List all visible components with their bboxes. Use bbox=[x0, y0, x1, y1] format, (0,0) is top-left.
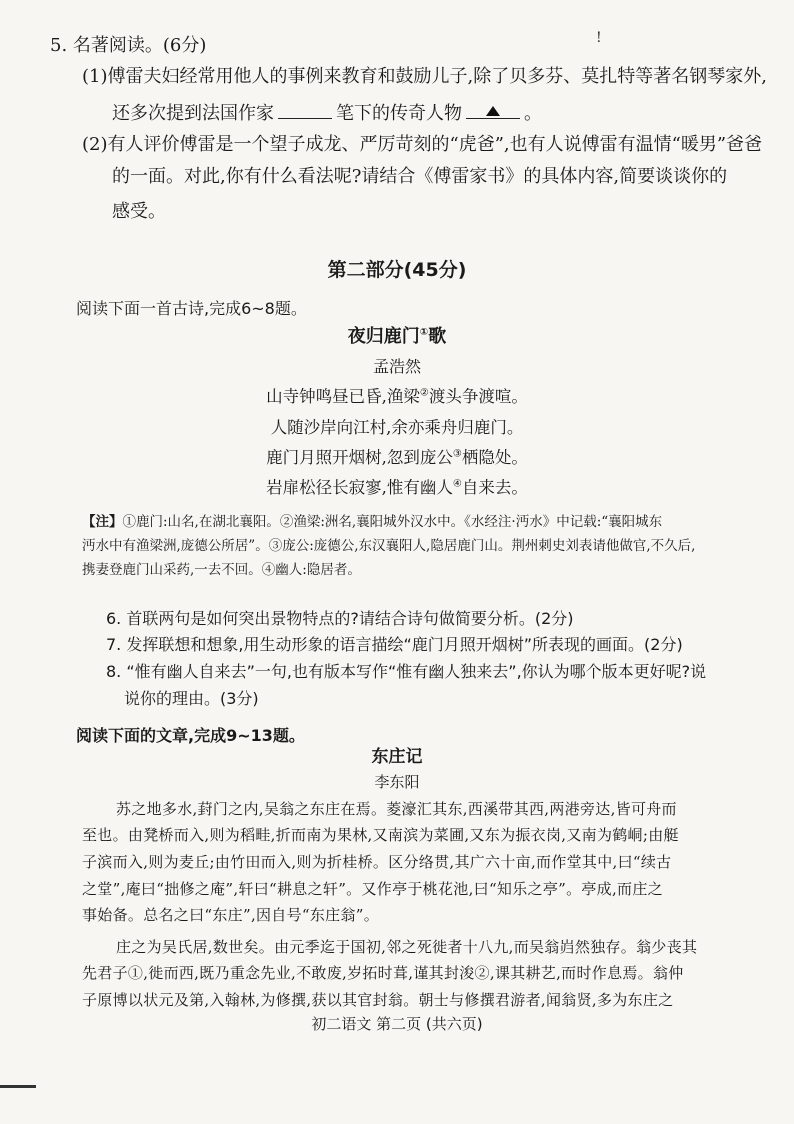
scan-edge-mark bbox=[0, 1085, 36, 1088]
poem-line-4-b: 自来去。 bbox=[461, 478, 528, 497]
article-p1-line4: 之堂”,庵曰“拙修之庵”,轩曰“耕息之轩”。又作亭于桃花池,曰“知乐之亭”。亭成,而庄之 bbox=[82, 880, 663, 898]
poem-intro: 阅读下面一首古诗,完成6~8题。 bbox=[76, 299, 307, 318]
poem-title-b: 歌 bbox=[428, 326, 447, 347]
note-line-1 bbox=[82, 510, 662, 534]
poem-author: 孟浩然 bbox=[372, 357, 421, 376]
character-answer-blank[interactable] bbox=[466, 100, 520, 119]
poem-line-3-b: 栖隐处。 bbox=[461, 448, 528, 467]
article-p1-line3: 子滨而入,则为麦丘;由竹田而入,则为折桂桥。区分络贯,其广六十亩,而作堂其中,曰“续古 bbox=[82, 853, 672, 871]
poem-title bbox=[0, 325, 794, 349]
poem-line-1-note: ② bbox=[419, 387, 429, 399]
article-author: 李东阳 bbox=[374, 773, 420, 791]
poem-title-a: 夜归鹿门 bbox=[347, 326, 420, 347]
poem-line-1 bbox=[0, 385, 794, 409]
scan-mark: ! bbox=[596, 30, 602, 46]
poem-line-3-note: ③ bbox=[452, 448, 462, 460]
author-answer-blank[interactable] bbox=[278, 100, 332, 119]
article-p2-line1: 庄之为吴氏居,数世矣。由元季迄于国初,邻之死徙者十八九,而吴翁岿然独存。翁少丧其 bbox=[116, 938, 698, 956]
article-p1-line1: 苏之地多水,葑门之内,吴翁之东庄在焉。菱濠汇其东,西溪带其西,两港旁达,皆可舟而 bbox=[116, 800, 677, 818]
question-7: 7. 发挥联想和想象,用生动形象的语言描绘“鹿门月照开烟树”所表现的画面。(2分) bbox=[106, 635, 683, 654]
poem-line-1-b: 渡头争渡喧。 bbox=[428, 387, 528, 406]
q5-sub2-line2: 的一面。对此,你有什么看法呢?请结合《傅雷家书》的具体内容,简要谈谈你的 bbox=[112, 166, 728, 187]
article-p2-line2: 先君子①,徙而西,既乃重念先业,不敢废,岁拓时葺,谨其封浚②,课其耕艺,而时作息焉。翁仲 bbox=[82, 964, 684, 982]
q5-sub2-line1: (2)有人评价傅雷是一个望子成龙、严厉苛刻的“虎爸”,也有人说傅雷有温情“暖男”爸爸 bbox=[82, 134, 763, 155]
note-text-1: ①鹿门:山名,在湖北襄阳。②渔梁:洲名,襄阳城外汉水中。《水经注·沔水》中记载:“襄阳城东 bbox=[122, 514, 663, 530]
q5-sub1-line1: (1)傅雷夫妇经常用他人的事例来教育和鼓励儿子,除了贝多芬、莫扎特等著名钢琴家外, bbox=[82, 66, 767, 87]
poem-line-4 bbox=[0, 476, 794, 500]
poem-line-4-note: ④ bbox=[452, 478, 462, 490]
q5-sub1-line2 bbox=[112, 100, 542, 126]
article-title: 东庄记 bbox=[371, 747, 423, 767]
note-tag: 【注】 bbox=[82, 514, 123, 530]
poem-line-3-a: 鹿门月照开烟树,忽到庞公 bbox=[266, 448, 453, 467]
part2-heading: 第二部分(45分) bbox=[327, 259, 467, 281]
note-line-2: 沔水中有渔梁洲,庞德公所居”。③庞公:庞德公,东汉襄阳人,隐居鹿门山。荆州刺史刘表请他做官,不久后, bbox=[82, 538, 696, 554]
poem-line-1-a: 山寺钟鸣昼已昏,渔梁 bbox=[266, 387, 420, 406]
poem-line-3 bbox=[0, 446, 794, 470]
note-line-3: 携妻登鹿门山采药,一去不回。④幽人:隐居者。 bbox=[82, 562, 361, 578]
q5-sub1-end: 。 bbox=[524, 103, 542, 124]
article-intro: 阅读下面的文章,完成9~13题。 bbox=[76, 726, 305, 745]
q5-heading: 5. 名著阅读。(6分) bbox=[50, 35, 207, 56]
q5-sub2-line3: 感受。 bbox=[112, 201, 166, 222]
article-p1-line5: 事始备。总名之曰“东庄”,因自号“东庄翁”。 bbox=[82, 906, 380, 924]
article-p2-line3: 子原博以状元及第,入翰林,为修撰,获以其官封翁。朝士与修撰君游者,闻翁贤,多为东庄之 bbox=[82, 991, 674, 1009]
question-8-cont: 说你的理由。(3分) bbox=[124, 689, 259, 708]
q5-sub1-text-b: 笔下的传奇人物 bbox=[336, 103, 462, 124]
triangle-mark-icon bbox=[486, 106, 500, 116]
poem-line-2: 人随沙岸向江村,余亦乘舟归鹿门。 bbox=[270, 418, 524, 437]
page-footer: 初二语文 第二页 (共六页) bbox=[311, 1015, 483, 1033]
article-p1-line2: 至也。由凳桥而入,则为稻畦,折而南为果林,又南滨为菜圃,又东为振衣岗,又南为鹤峒;由艇 bbox=[82, 826, 679, 844]
poem-line-4-a: 岩扉松径长寂寥,惟有幽人 bbox=[266, 478, 453, 497]
poem-title-note: ① bbox=[419, 327, 429, 338]
question-6: 6. 首联两句是如何突出景物特点的?请结合诗句做简要分析。(2分) bbox=[106, 609, 574, 628]
question-8: 8. “惟有幽人自来去”一句,也有版本写作“惟有幽人独来去”,你认为哪个版本更好呢?说 bbox=[106, 662, 707, 681]
q5-sub1-text-a: 还多次提到法国作家 bbox=[112, 103, 274, 124]
